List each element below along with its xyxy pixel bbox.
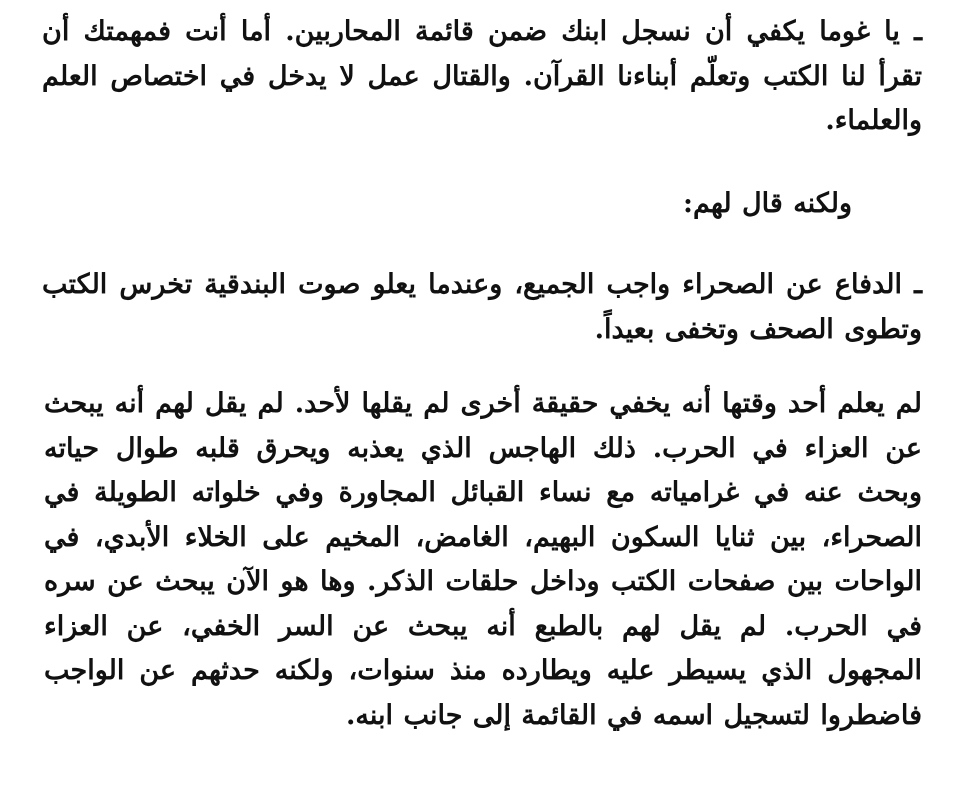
narrative-paragraph: لم يعلم أحد وقتها أنه يخفي حقيقة أخرى لم يقلها لأحد. لم يقل لهم أنه يبحث عن العزاء في الحرب. ذلك الهاجس الذي يعذبه ويحرق قلبه طوال حياته وبحث عنه في غرامياته مع نساء القبائل المجاورة وفي خلواته الطويلة في الصحراء، بين ثنايا السكون البهيم، الغامض، المخيم على الخلاء الأبدي، في الواحات بين صفحات الكتب وداخل حلقات الذكر. وها هو الآن يبحث عن سره في الحرب. لم يقل لهم بالطبع أنه يبحث عن السر الخفي، عن العزاء المجهول الذي يسيطر عليه ويطارده منذ سنوات، ولكنه حدثهم عن الواجب فاضطروا لتسجيل اسمه في القائمة إلى جانب ابنه. (44, 388, 922, 731)
dialogue-paragraph-reply: ـ الدفاع عن الصحراء واجب الجميع، وعندما يعلو صوت البندقية تخرس الكتب وتطوى الصحف وتخفى بعيداً. (42, 269, 922, 345)
narration-line: ولكنه قال لهم: (683, 188, 852, 219)
dialogue-paragraph-elders: ـ يا غوما يكفي أن نسجل ابنك ضمن قائمة المحاربين. أما أنت فمهمتك أن تقرأ لنا الكتب وتعلّم أبناءنا القرآن. والقتال عمل لا يدخل في اختصاص العلم والعلماء. (42, 16, 922, 136)
